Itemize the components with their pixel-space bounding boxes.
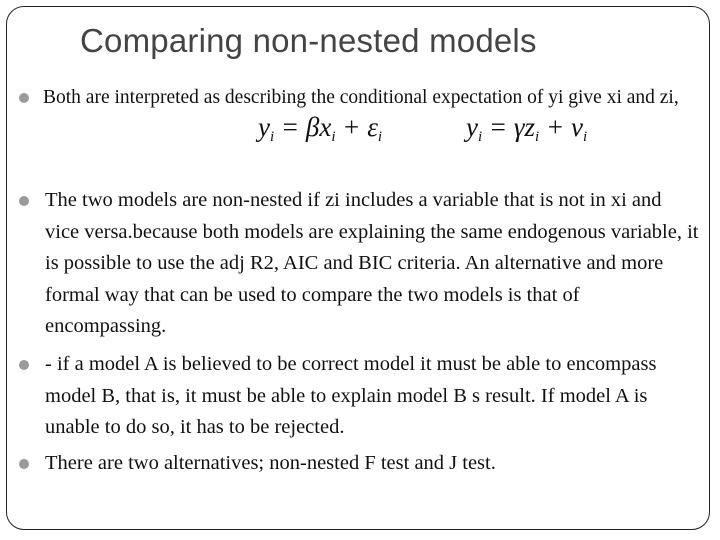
eq2-var: z bbox=[524, 112, 536, 142]
bullet-item-1 bbox=[19, 82, 689, 113]
slide-title: Comparing non-nested models bbox=[80, 22, 537, 59]
bullet-dot-icon bbox=[19, 360, 29, 370]
bullet-dot-icon bbox=[19, 459, 29, 469]
eq2-coef: γ bbox=[513, 112, 525, 142]
bullet-dot-icon bbox=[19, 93, 29, 103]
bullet-text-4: There are two alternatives; non-nested F test and J test. bbox=[45, 452, 496, 474]
bullet-text-3: - if a model A is believed to be correct model it must be able to encompass model B, that is, it must be able to explain model B s result. If model A is unable to do so, it has to be rejected. bbox=[45, 353, 657, 438]
eq2-plus: + bbox=[545, 112, 565, 142]
bullet-text-2: The two models are non-nested if zi includes a variable that is not in xi and vice versa.because both models are explaining the same endogenous variable, it is possible to use the adj R2, AIC and BIC criteria. An alternative and more formal way that can be used to compare the two models is that of encompassing. bbox=[45, 189, 699, 337]
eq1-coef: β bbox=[305, 112, 320, 142]
equation-model-x bbox=[258, 112, 382, 146]
eq1-equals: = bbox=[280, 112, 300, 142]
bullet-item-2 bbox=[19, 185, 699, 343]
bullet-dot-icon bbox=[19, 196, 29, 206]
eq1-plus: + bbox=[342, 112, 361, 142]
eq1-var-subscript: i bbox=[331, 129, 336, 145]
eq2-equals: = bbox=[488, 112, 508, 142]
eq2-err-subscript: i bbox=[582, 129, 588, 145]
eq1-lhs-subscript: i bbox=[269, 129, 275, 145]
eq2-lhs: y bbox=[466, 112, 478, 142]
eq1-var: x bbox=[319, 112, 332, 142]
eq1-err-subscript: i bbox=[377, 129, 383, 145]
eq2-lhs-subscript: i bbox=[477, 129, 483, 145]
eq1-lhs: y bbox=[258, 112, 270, 142]
equation-model-z bbox=[466, 112, 587, 146]
bullet-text-1: Both are interpreted as describing the conditional expectation of yi give xi and zi, bbox=[43, 87, 679, 108]
bullet-item-4 bbox=[19, 448, 699, 480]
eq2-var-subscript: i bbox=[535, 129, 540, 145]
bullet-item-3 bbox=[19, 349, 699, 444]
eq1-err: ε bbox=[367, 112, 378, 142]
eq2-err: ν bbox=[570, 112, 583, 142]
